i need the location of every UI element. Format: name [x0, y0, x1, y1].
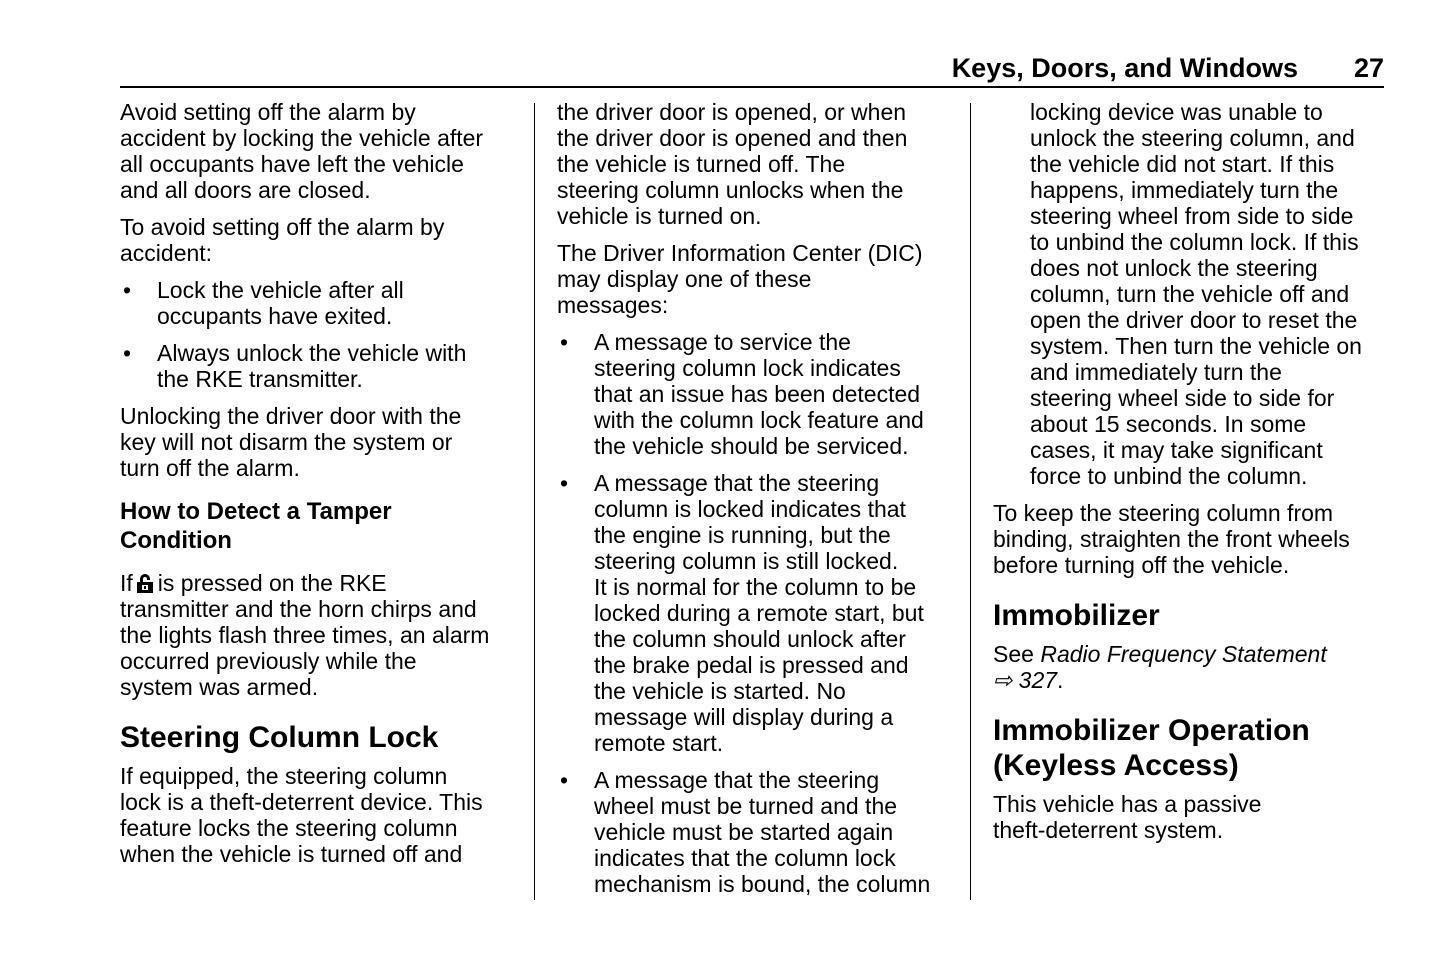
text-line: The Driver Information Center (DIC) [557, 240, 923, 266]
text-line: vehicle is turned on. [557, 203, 762, 229]
text-line: and all doors are closed. [120, 177, 371, 203]
text-line: cases, it may take significant [1030, 437, 1323, 463]
text-segment: . [1057, 667, 1064, 693]
text-line: the driver door is opened, or when [557, 99, 907, 125]
text-line: This vehicle has a passive [993, 791, 1262, 817]
text-line: the vehicle did not start. If this [1030, 151, 1335, 177]
text-segment: See [993, 641, 1041, 667]
text-line: Avoid setting off the alarm by [120, 99, 416, 125]
text-line: To keep the steering column from [993, 500, 1334, 526]
text-line: turn off the alarm. [120, 455, 300, 481]
paragraph [120, 403, 520, 481]
text-line: A message to service the [594, 329, 851, 355]
text-line: vehicle must be started again [594, 819, 894, 845]
text-line: theft-deterrent system. [993, 817, 1224, 843]
column-3 [993, 99, 1388, 843]
text-line: occurred previously while the [120, 648, 417, 674]
bullet-item [557, 329, 957, 459]
text-line: steering column is still locked. [594, 548, 899, 574]
text-line: may display one of these [557, 266, 812, 292]
paragraph [120, 570, 520, 700]
text-line: locking device was unable to [1030, 99, 1323, 125]
cross-reference: ⇨ 327 [993, 667, 1058, 693]
text-line: occupants have exited. [157, 303, 393, 329]
text-line: when the vehicle is turned off and [120, 841, 463, 867]
bullet-icon: • [560, 767, 569, 793]
bullet-continuation [993, 99, 1388, 489]
text-line: the column should unlock after [594, 626, 906, 652]
text-line: the RKE transmitter. [157, 366, 363, 392]
text-line: indicates that the column lock [594, 845, 896, 871]
text-line: about 15 seconds. In some [1030, 411, 1307, 437]
text-line: If equipped, the steering column [120, 763, 448, 789]
text-line: mechanism is bound, the column [594, 871, 931, 897]
text-line [993, 667, 1388, 693]
paragraph [120, 763, 520, 867]
text-segment: If [120, 570, 133, 596]
text-line: Condition [120, 527, 232, 554]
text-line: system. Then turn the vehicle on [1030, 333, 1362, 359]
text-line: force to unbind the column. [1030, 463, 1308, 489]
text-line: accident: [120, 240, 213, 266]
text-line: locked during a remote start, but [594, 600, 924, 626]
bullet-icon: • [123, 277, 132, 303]
text-line: to unbind the column lock. If this [1030, 229, 1359, 255]
text-line: (Keyless Access) [993, 749, 1239, 782]
text-line: the vehicle should be serviced. [594, 433, 909, 459]
text-segment: is pressed on the RKE [157, 570, 387, 596]
text-line: the vehicle is started. No [594, 678, 846, 704]
text-line: steering wheel side to side for [1030, 385, 1335, 411]
text-line: Immobilizer [993, 599, 1160, 632]
text-line: steering column lock indicates [594, 355, 901, 381]
text-line: remote start. [594, 730, 724, 756]
subheading [120, 497, 520, 555]
text-line: steering column unlocks when the [557, 177, 904, 203]
section-heading [993, 598, 1388, 633]
text-line: open the driver door to reset the [1030, 307, 1358, 333]
text-line: accident by locking the vehicle after [120, 125, 484, 151]
text-line: does not unlock the steering [1030, 255, 1318, 281]
column-2 [557, 99, 957, 897]
text-line: that an issue has been detected [594, 381, 921, 407]
text-line: the engine is running, but the [594, 522, 891, 548]
bullet-item [557, 470, 957, 756]
page-header [120, 52, 1384, 88]
text-line: happens, immediately turn the [1030, 177, 1339, 203]
text-line: message will display during a [594, 704, 894, 730]
text-line: Always unlock the vehicle with [157, 340, 467, 366]
text-line: system was armed. [120, 674, 319, 700]
text-line: column is locked indicates that [594, 496, 906, 522]
text-line [120, 570, 520, 596]
text-line: binding, straighten the front wheels [993, 526, 1350, 552]
bullet-item [557, 767, 957, 897]
paragraph [557, 240, 957, 318]
text-line: It is normal for the column to be [594, 574, 917, 600]
text-line: Lock the vehicle after all [157, 277, 404, 303]
text-line: lock is a theft-deterrent device. This [120, 789, 483, 815]
section-heading [993, 713, 1388, 783]
text-line: Steering Column Lock [120, 721, 439, 754]
text-line: the lights flash three times, an alarm [120, 622, 490, 648]
paragraph [993, 500, 1388, 578]
lock-icon [136, 572, 154, 592]
section-title: Keys, Doors, and Windows [951, 53, 1298, 83]
text-line: How to Detect a Tamper [120, 498, 392, 525]
paragraph [120, 214, 520, 266]
bullet-item [120, 340, 520, 392]
text-line: Unlocking the driver door with the [120, 403, 462, 429]
text-line: messages: [557, 292, 669, 318]
column-divider [534, 103, 535, 900]
text-line: the brake pedal is pressed and [594, 652, 909, 678]
text-line: column, turn the vehicle off and [1030, 281, 1350, 307]
cross-reference: Radio Frequency Statement [1040, 641, 1327, 667]
text-line: the driver door is opened and then [557, 125, 908, 151]
text-line: before turning off the vehicle. [993, 552, 1290, 578]
text-line: To avoid setting off the alarm by [120, 214, 445, 240]
column-divider [970, 103, 971, 900]
text-line: key will not disarm the system or [120, 429, 453, 455]
bullet-item [120, 277, 520, 329]
page-number: 27 [1353, 53, 1384, 83]
text-line: wheel must be turned and the [594, 793, 898, 819]
text-line: A message that the steering [594, 470, 880, 496]
bullet-icon: • [560, 470, 569, 496]
text-line: the vehicle is turned off. The [557, 151, 846, 177]
text-line: A message that the steering [594, 767, 880, 793]
text-line: with the column lock feature and [594, 407, 924, 433]
paragraph [557, 99, 957, 229]
text-line: transmitter and the horn chirps and [120, 596, 477, 622]
bullet-icon: • [123, 340, 132, 366]
paragraph [993, 641, 1388, 693]
paragraph [120, 99, 520, 203]
text-line: unlock the steering column, and [1030, 125, 1355, 151]
text-line [993, 641, 1388, 667]
text-line: steering wheel from side to side [1030, 203, 1354, 229]
column-1 [120, 99, 520, 867]
section-heading [120, 720, 520, 755]
paragraph [993, 791, 1388, 843]
text-line: and immediately turn the [1030, 359, 1282, 385]
text-line: Immobilizer Operation [993, 714, 1310, 747]
text-line: all occupants have left the vehicle [120, 151, 464, 177]
bullet-icon: • [560, 329, 569, 355]
text-line: feature locks the steering column [120, 815, 458, 841]
